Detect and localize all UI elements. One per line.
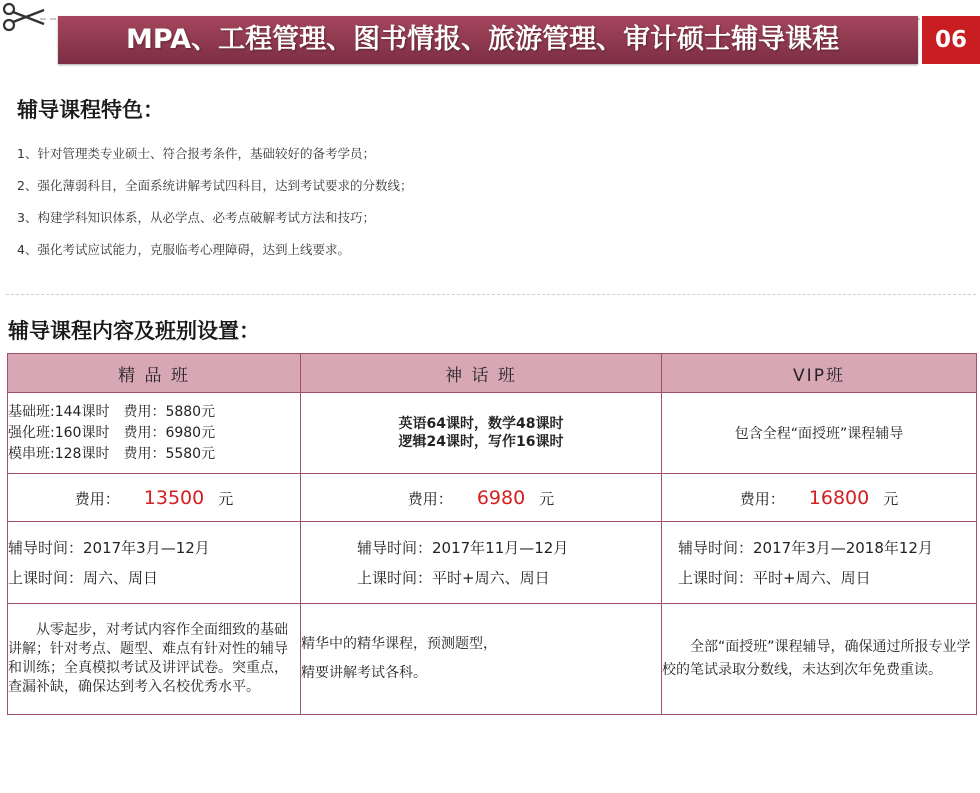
schedule-cell: 辅导时间：2017年11月—12月 上课时间：平时+周六、周日 xyxy=(301,522,662,603)
features-list xyxy=(17,142,412,270)
table-row xyxy=(8,393,977,474)
list-item: 4、强化考试应试能力，克服临考心理障碍，达到上线要求。 xyxy=(17,242,350,257)
list-item: 3、构建学科知识体系，从必学点、必考点破解考试方法和技巧； xyxy=(17,210,375,225)
table-header-row xyxy=(8,354,977,393)
table-row xyxy=(8,522,977,603)
column-header-jingpin: 精 品 班 xyxy=(8,354,301,393)
classes-heading: 辅导课程内容及班别设置： xyxy=(8,319,260,343)
description-cell: 从零起步，对考试内容作全面细致的基础讲解；针对考点、题型、难点有针对性的辅导和训练；全真模拟考试及讲评试卷。突重点，查漏补缺，确保达到考入名校优秀水平。 xyxy=(8,603,301,714)
fee-cell: 费用： 6980 元 xyxy=(301,474,662,522)
scissors-icon xyxy=(2,2,46,32)
description-cell: 全部“面授班”课程辅导，确保通过所报专业学校的笔试录取分数线，未达到次年免费重读。 xyxy=(662,603,977,714)
fee-value: 6980 xyxy=(476,486,526,509)
fee-cell: 费用： 16800 元 xyxy=(662,474,977,522)
table-row xyxy=(8,474,977,522)
description-cell: 精华中的精华课程，预测题型， 精要讲解考试各科。 xyxy=(301,603,662,714)
fee-value: 13500 xyxy=(143,486,205,509)
section-number-badge: 06 xyxy=(922,16,980,64)
column-header-shenhua: 神 话 班 xyxy=(301,354,662,393)
content-cell: 英语64课时，数学48课时 逻辑24课时，写作16课时 xyxy=(301,393,662,474)
table-row xyxy=(8,603,977,714)
course-table xyxy=(7,353,977,715)
list-item: 2、强化薄弱科目，全面系统讲解考试四科目，达到考试要求的分数线； xyxy=(17,178,413,193)
list-item: 1、针对管理类专业硕士、符合报考条件，基础较好的备考学员； xyxy=(17,146,375,161)
features-heading: 辅导课程特色： xyxy=(17,98,164,122)
fee-value: 16800 xyxy=(808,486,870,509)
section-divider xyxy=(6,294,976,295)
page-title: MPA、工程管理、图书情报、旅游管理、审计硕士辅导课程 xyxy=(126,24,840,55)
schedule-cell: 辅导时间：2017年3月—12月 上课时间：周六、周日 xyxy=(8,522,301,603)
fee-cell: 费用： 13500 元 xyxy=(8,474,301,522)
schedule-cell: 辅导时间：2017年3月—2018年12月 上课时间：平时+周六、周日 xyxy=(662,522,977,603)
column-header-vip: VIP班 xyxy=(662,354,977,393)
content-cell: 包含全程“面授班”课程辅导 xyxy=(662,393,977,474)
content-cell: 基础班:144课时 费用：5880元 强化班:160课时 费用：6980元 模串班:128课时 费用：5580元 xyxy=(8,393,301,474)
